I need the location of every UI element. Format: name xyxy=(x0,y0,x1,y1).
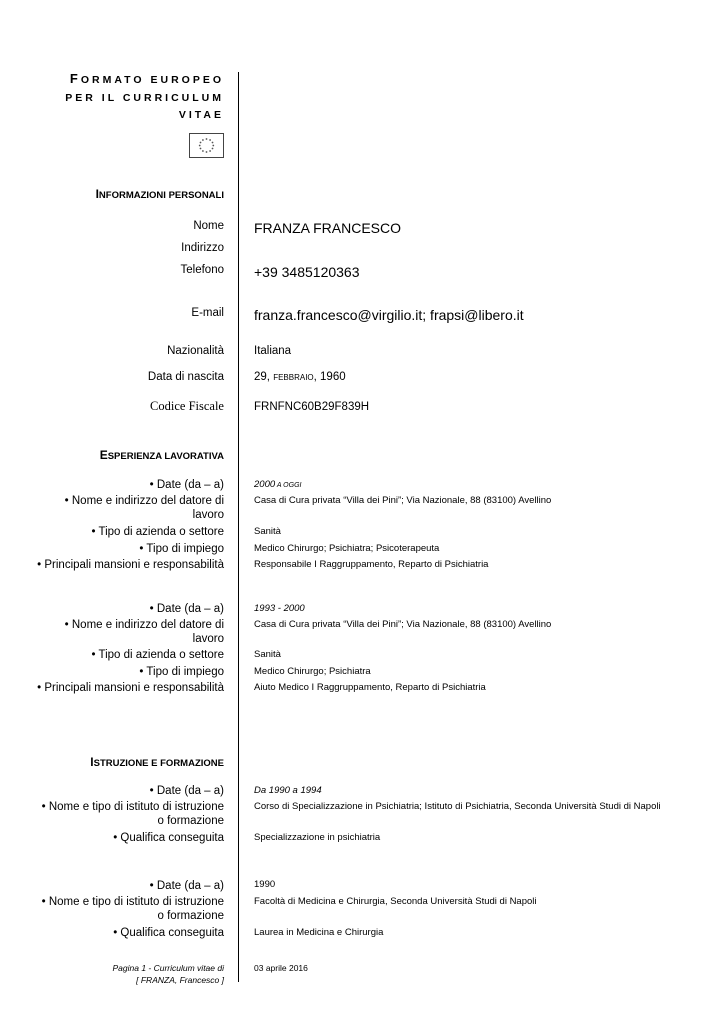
label-birth: Data di nascita xyxy=(147,371,224,383)
value-edu-dates: 1990 xyxy=(254,879,276,890)
section-heading-personal: INFORMAZIONI PERSONALI xyxy=(95,187,224,201)
value-work-employer: Casa di Cura privata “Villa dei Pini”; Via Nazionale, 88 (83100) Avellino xyxy=(254,619,552,630)
label-work-dates: • Date (da – a) xyxy=(149,603,224,615)
label-email: E-mail xyxy=(191,307,224,319)
section-heading-education: ISTRUZIONE E FORMAZIONE xyxy=(90,755,224,769)
value-work-employer: Casa di Cura privata “Villa dei Pini”; Via Nazionale, 88 (83100) Avellino xyxy=(254,495,552,506)
label-work-employer: • Nome e indirizzo del datore di lavoro xyxy=(64,495,224,521)
value-work-dates: 1993 - 2000 xyxy=(254,603,305,614)
value-work-type: Medico Chirurgo; Psichiatra xyxy=(254,666,371,677)
label-tax-code: Codice Fiscale xyxy=(150,399,224,413)
value-name: FRANZA FRANCESCO xyxy=(254,220,402,236)
label-work-duties: • Principali mansioni e responsabilità xyxy=(37,682,224,694)
value-phone: +39 3485120363 xyxy=(254,264,360,280)
label-edu-institute: • Nome e tipo di istituto di istruzione o formazione xyxy=(41,801,224,827)
value-edu-institute: Facoltà di Medicina e Chirurgia, Seconda Università Studi di Napoli xyxy=(254,896,537,907)
label-work-employer: • Nome e indirizzo del datore di lavoro xyxy=(64,619,224,645)
value-email[interactable]: franza.francesco@virgilio.it; frapsi@libero.it xyxy=(254,307,524,323)
value-work-duties: Responsabile I Raggruppamento, Reparto di Psichiatria xyxy=(254,559,489,570)
value-edu-qualification: Laurea in Medicina e Chirurgia xyxy=(254,927,384,938)
label-work-type: • Tipo di impiego xyxy=(139,666,224,678)
section-heading-work: ESPERIENZA LAVORATIVA xyxy=(99,448,224,462)
value-work-type: Medico Chirurgo; Psichiatra; Psicoterapeuta xyxy=(254,543,440,554)
value-tax-code: FRNFNC60B29F839H xyxy=(254,401,370,413)
label-work-type: • Tipo di impiego xyxy=(139,543,224,555)
label-name: Nome xyxy=(193,220,224,232)
label-nationality: Nazionalità xyxy=(167,345,224,357)
footer-page-info: Pagina 1 - Curriculum vitae di [ FRANZA, Francesco ] xyxy=(112,963,224,985)
label-address: Indirizzo xyxy=(181,242,224,254)
value-edu-institute: Corso di Specializzazione in Psichiatria; Istituto di Psichiatria, Seconda Università Studi di Napoli xyxy=(254,801,661,812)
label-edu-qualification: • Qualifica conseguita xyxy=(113,832,224,844)
label-work-duties: • Principali mansioni e responsabilità xyxy=(37,559,224,571)
value-birth: 29, FEBBRAIO, 1960 xyxy=(254,371,346,383)
footer-date: 03 aprile 2016 xyxy=(254,963,308,973)
value-work-sector: Sanità xyxy=(254,526,281,537)
value-edu-dates: Da 1990 a 1994 xyxy=(254,785,322,796)
label-edu-dates: • Date (da – a) xyxy=(149,880,224,892)
column-divider xyxy=(238,72,239,982)
label-edu-dates: • Date (da – a) xyxy=(149,785,224,797)
value-work-dates: 2000 A OGGI xyxy=(254,479,302,490)
label-work-sector: • Tipo di azienda o settore xyxy=(91,526,224,538)
label-edu-qualification: • Qualifica conseguita xyxy=(113,927,224,939)
value-work-sector: Sanità xyxy=(254,649,281,660)
value-edu-qualification: Specializzazione in psichiatria xyxy=(254,832,381,843)
value-work-duties: Aiuto Medico I Raggruppamento, Reparto di Psichiatria xyxy=(254,682,486,693)
label-edu-institute: • Nome e tipo di istituto di istruzione o formazione xyxy=(41,896,224,922)
label-work-dates: • Date (da – a) xyxy=(149,479,224,491)
label-phone: Telefono xyxy=(180,264,224,276)
cv-title: FORMATO EUROPEO PER IL CURRICULUM VITAE xyxy=(65,71,224,121)
eu-flag-icon xyxy=(189,133,224,158)
label-work-sector: • Tipo di azienda o settore xyxy=(91,649,224,661)
value-nationality: Italiana xyxy=(254,345,292,357)
